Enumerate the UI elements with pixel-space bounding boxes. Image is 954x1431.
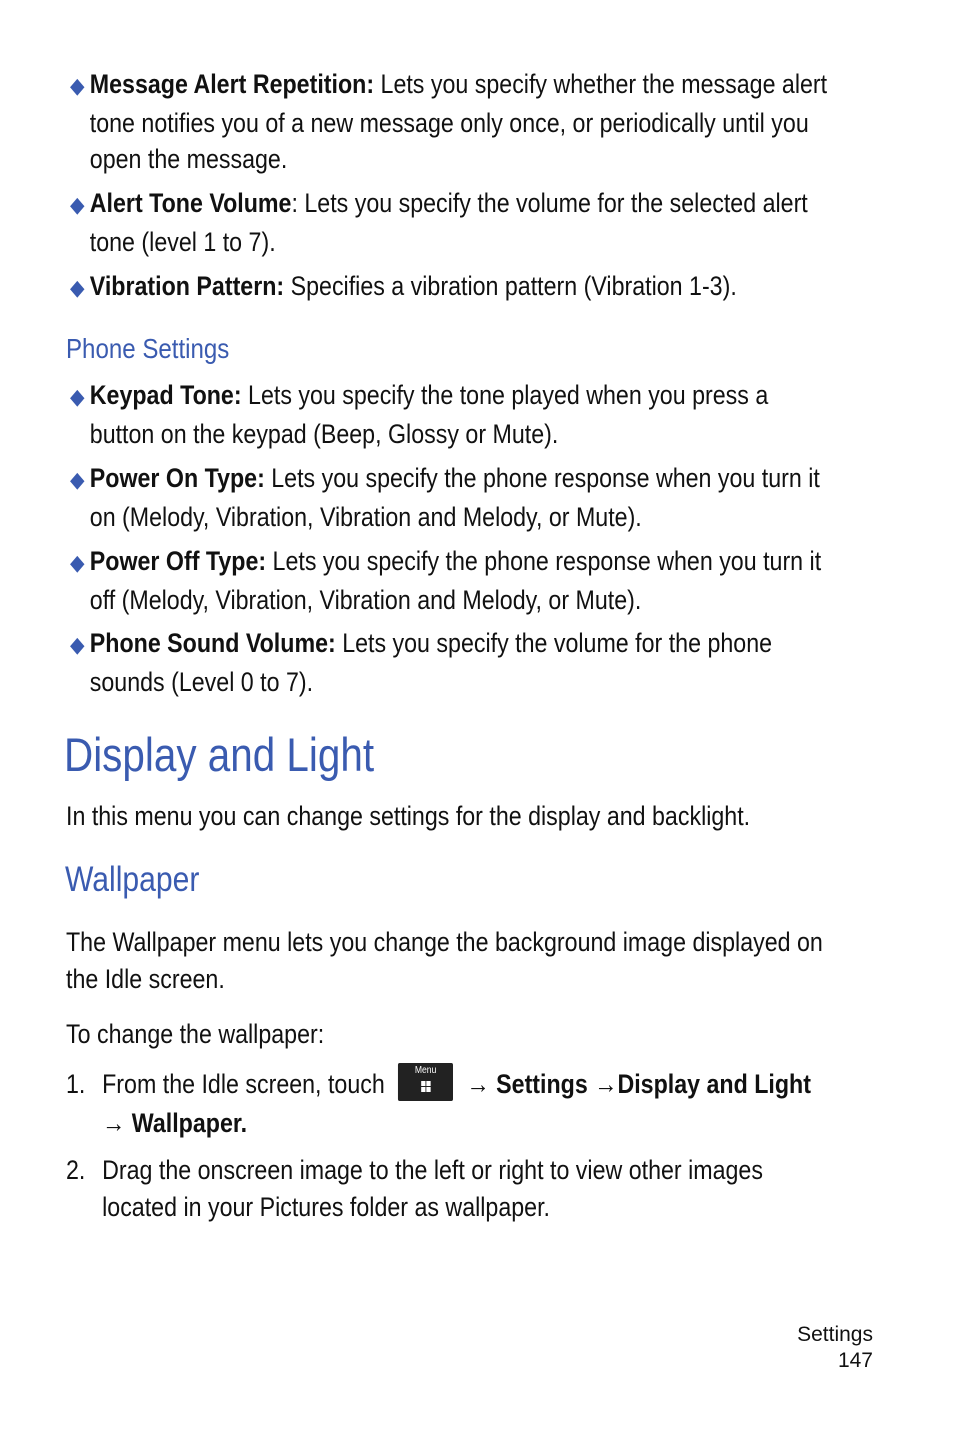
display-and-light-title: Display and Light — [64, 728, 375, 781]
diamond-bullet-icon: ◆ — [70, 550, 85, 575]
bullet-vibration-pattern: ◆ Vibration Pattern: Specifies a vibration pattern (Vibration 1-3). — [70, 268, 737, 307]
page-footer — [797, 1322, 873, 1374]
arrow-icon: → — [594, 1069, 618, 1099]
bullet-alert-tone-volume: ◆ Alert Tone Volume: Lets you specify the volume for the selected alert tone (level 1 to 7). — [70, 188, 808, 257]
phone-settings-heading: Phone Settings — [66, 333, 230, 364]
bullet-power-off-type: ◆ Power Off Type: Lets you specify the phone response when you turn it off (Melody, Vibration, Vibration and Melody, or Mute). — [70, 546, 822, 615]
display-and-light-intro: In this menu you can change settings for the display and backlight. — [66, 801, 751, 831]
wallpaper-heading: Wallpaper — [65, 860, 200, 899]
bullet-phone-sound-volume: ◆ Phone Sound Volume: Lets you specify the volume for the phone sounds (Level 0 to 7). — [70, 628, 773, 697]
page-number: 147 — [837, 1349, 873, 1372]
arrow-icon: → — [102, 1107, 126, 1138]
bullet-power-on-type: ◆ Power On Type: Lets you specify the phone response when you turn it on (Melody, Vibration, Vibration and Melody, or Mute). — [70, 463, 820, 532]
bullet-keypad-tone: ◆ Keypad Tone: Lets you specify the tone played when you press a button on the keypad (Beep, Glossy or Mute). — [70, 380, 769, 449]
step-2: 2. Drag the onscreen image to the left or right to view other images located in your Pictures folder as wallpaper. — [66, 1155, 763, 1222]
bullet-message-alert-repetition: ◆ Message Alert Repetition: Lets you specify whether the message alert tone notifies you of a new message only once, or periodically until you open the message. — [70, 69, 828, 174]
wallpaper-description: The Wallpaper menu lets you change the background image displayed on the Idle screen. — [66, 927, 823, 994]
arrow-icon: → — [466, 1069, 490, 1099]
diamond-bullet-icon: ◆ — [70, 632, 85, 657]
diamond-bullet-icon: ◆ — [70, 275, 85, 300]
to-change-wallpaper-label: To change the wallpaper: — [66, 1019, 325, 1049]
footer-section: Settings — [797, 1323, 873, 1346]
diamond-bullet-icon: ◆ — [70, 384, 85, 409]
step-1: 1. From the Idle screen, touch Menu → Settings →Display and Light → Wallpaper. — [66, 1064, 811, 1138]
diamond-bullet-icon: ◆ — [70, 73, 85, 98]
menu-key-icon: Menu — [398, 1063, 453, 1101]
diamond-bullet-icon: ◆ — [70, 467, 85, 492]
diamond-bullet-icon: ◆ — [70, 192, 85, 217]
